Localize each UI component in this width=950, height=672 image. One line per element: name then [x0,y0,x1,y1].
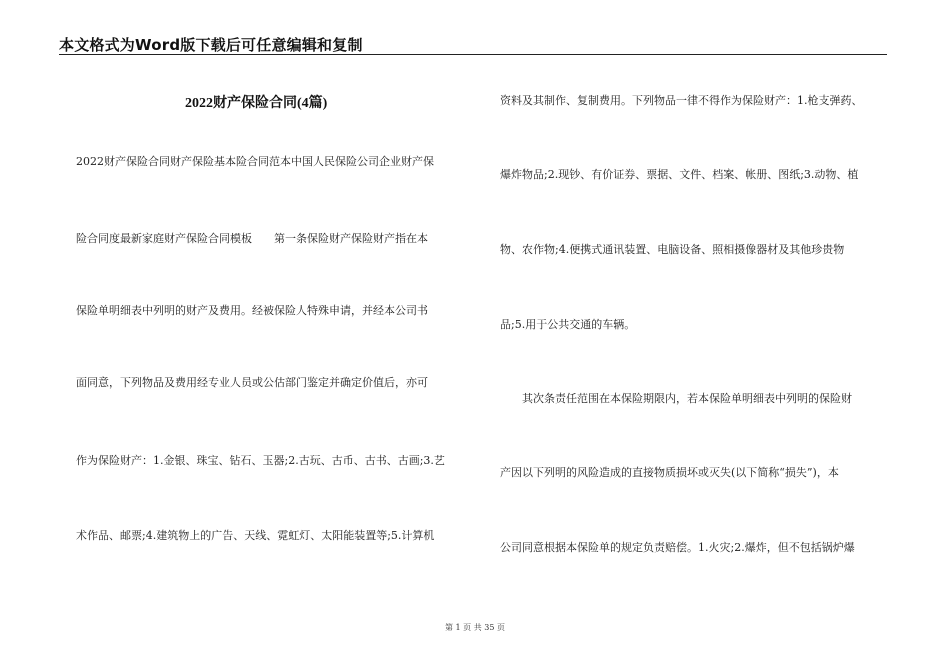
body-line: 爆炸物品;2.现钞、有价证券、票据、文件、档案、帐册、图纸;3.动物、植 [500,168,859,181]
body-line: 品;5.用于公共交通的车辆。 [500,318,636,331]
header-divider [59,54,887,55]
body-line: 其次条责任范围在本保险期限内，若本保险单明细表中列明的保险财 [500,392,852,405]
body-line: 2022财产保险合同财产保险基本险合同范本中国人民保险公司企业财产保 [76,155,434,168]
body-line: 险合同度最新家庭财产保险合同模板 第一条保险财产保险财产指在本 [76,232,428,245]
body-line: 保险单明细表中列明的财产及费用。经被保险人特殊申请，并经本公司书 [76,304,428,317]
document-header: 本文格式为Word版下载后可任意编辑和复制 [59,36,363,54]
body-line: 公司同意根据本保险单的规定负责赔偿。1.火灾;2.爆炸，但不包括锅炉爆 [500,541,855,554]
body-line: 术作品、邮票;4.建筑物上的广告、天线、霓虹灯、太阳能装置等;5.计算机 [76,529,435,542]
page-footer: 第 1 页 共 35 页 [445,623,505,632]
body-line: 产因以下列明的风险造成的直接物质损坏或灭失(以下简称“损失”)，本 [500,466,839,479]
body-line: 作为保险财产：1.金银、珠宝、钻石、玉器;2.古玩、古币、古书、古画;3.艺 [76,454,445,467]
body-line: 资料及其制作、复制费用。下列物品一律不得作为保险财产：1.枪支弹药、 [500,94,863,107]
body-line: 物、农作物;4.便携式通讯装置、电脑设备、照相摄像器材及其他珍贵物 [500,243,845,256]
document-title: 2022财产保险合同(4篇) [185,96,328,111]
body-line: 面同意，下列物品及费用经专业人员或公估部门鉴定并确定价值后，亦可 [76,376,428,389]
